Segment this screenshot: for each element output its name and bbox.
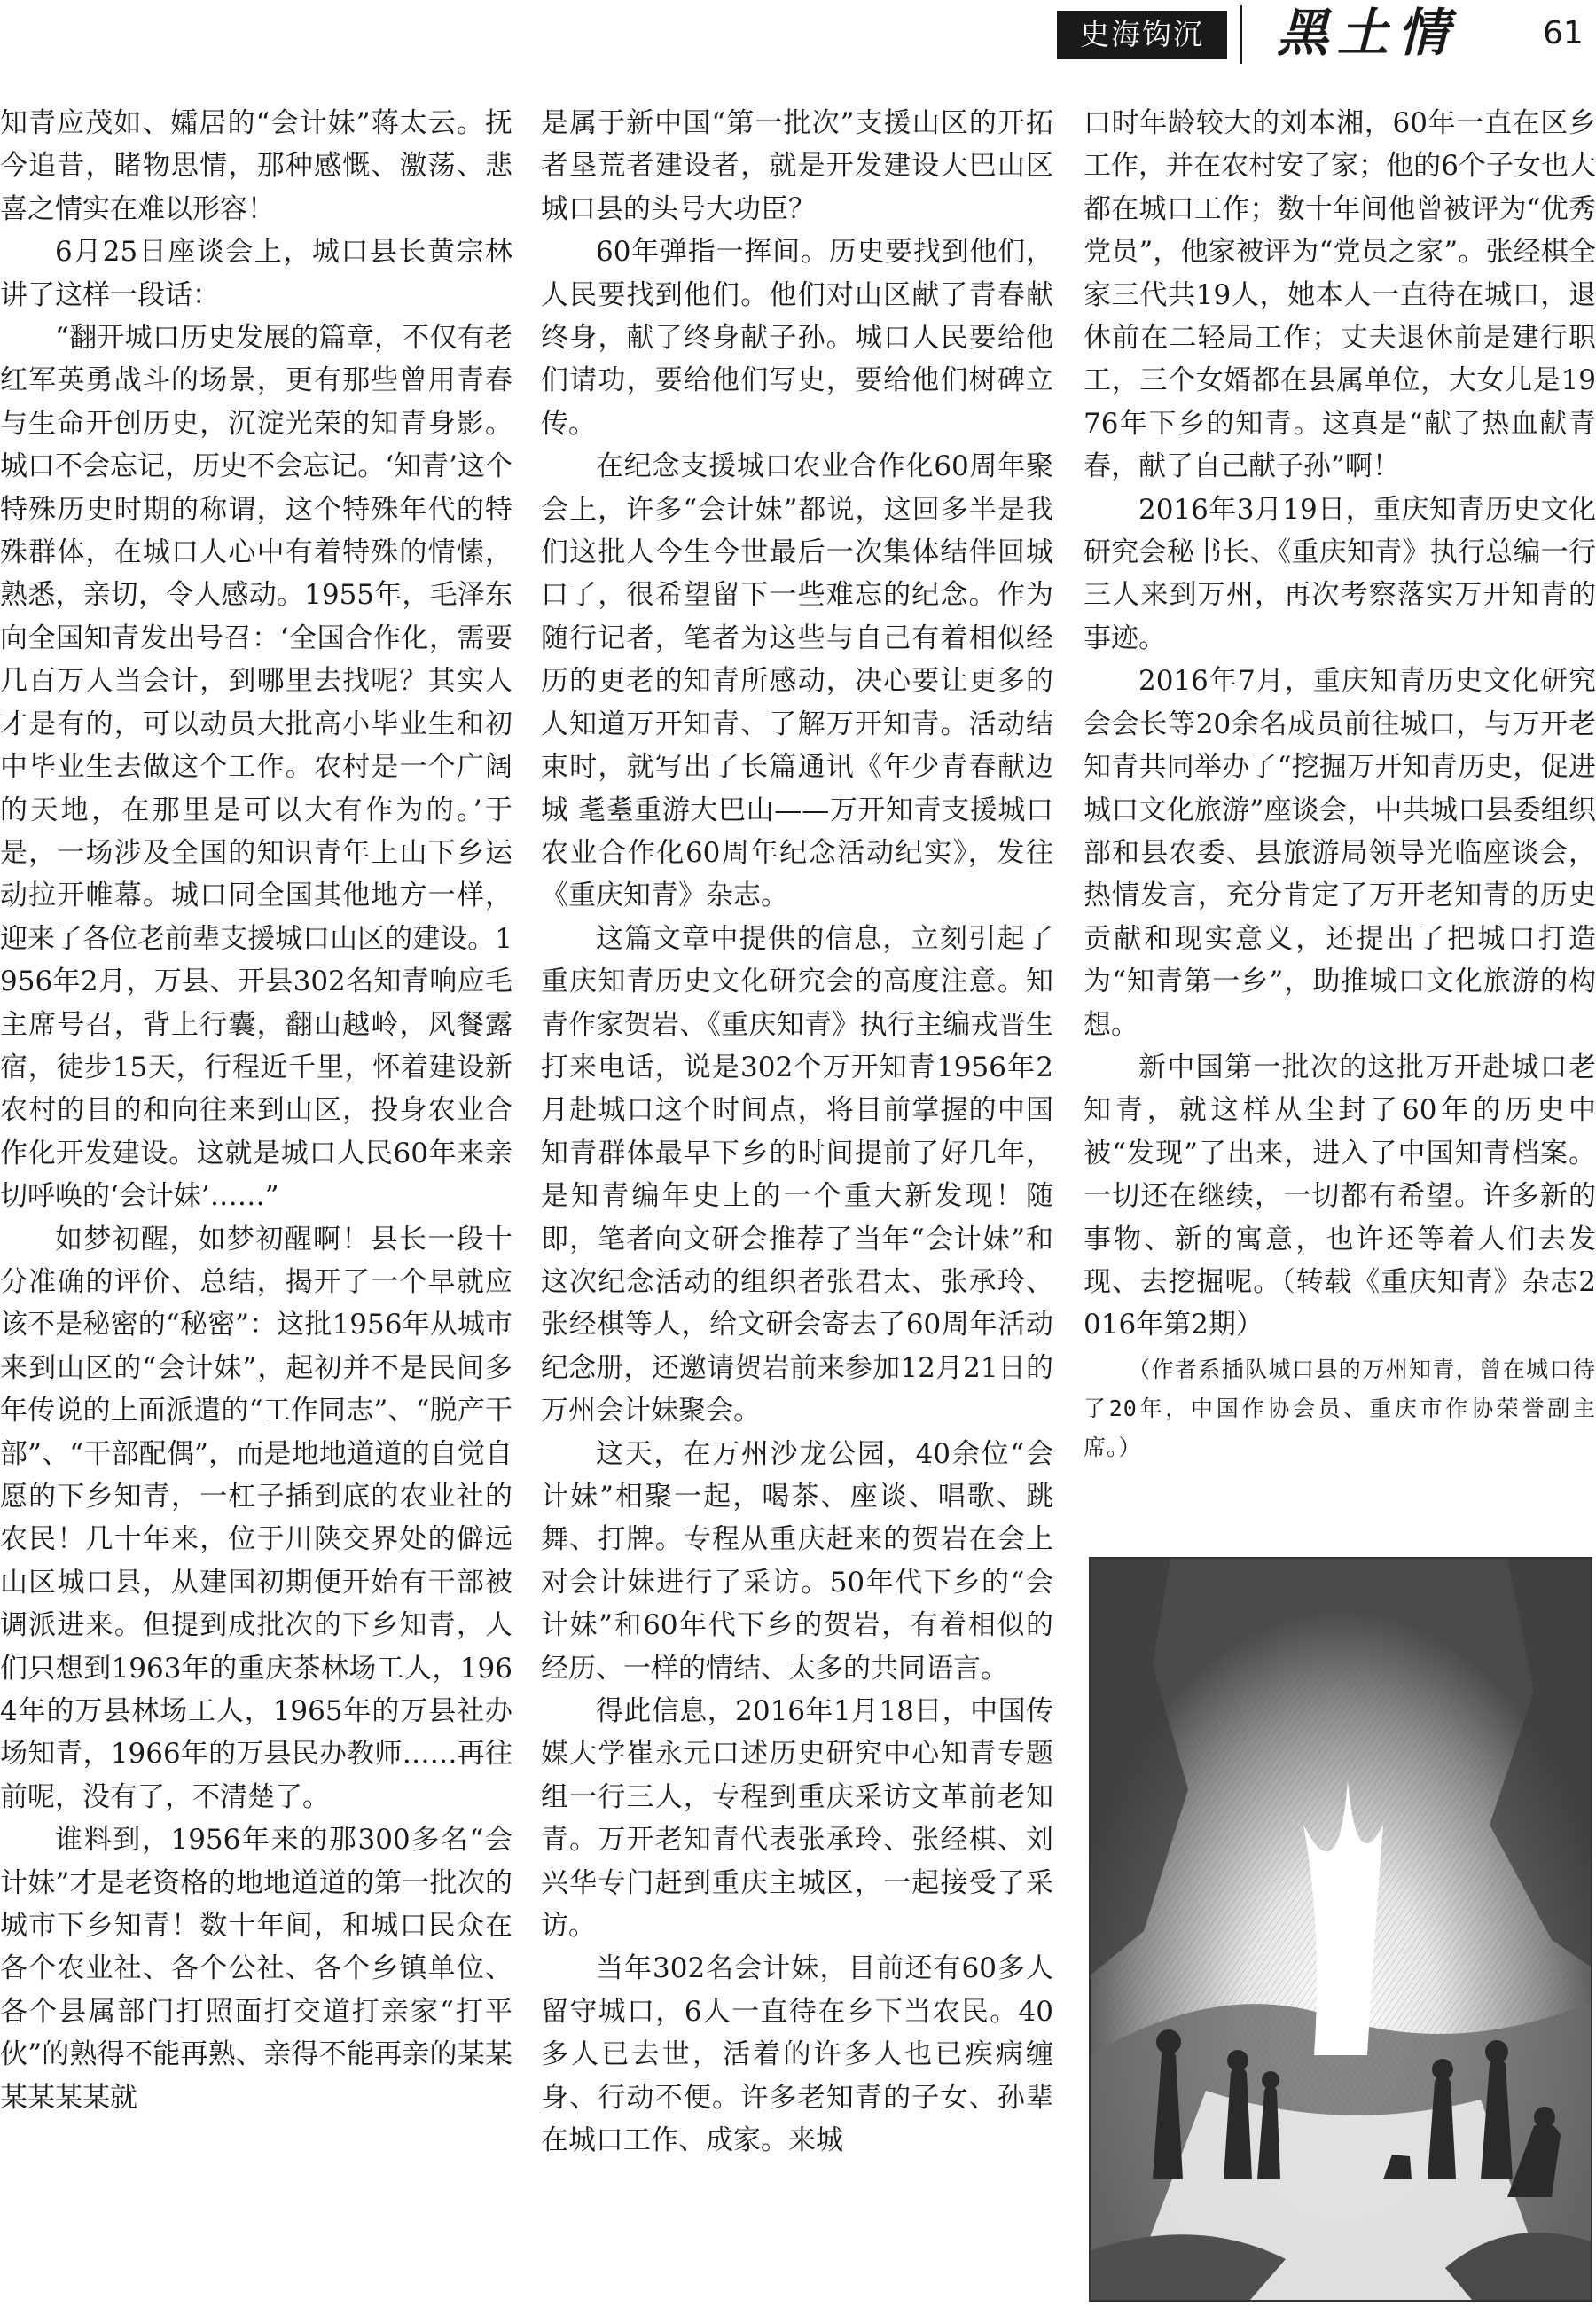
woodcut-illustration bbox=[1089, 1557, 1592, 2302]
paragraph: 新中国第一批次的这批万开赴城口老知青，就这样从尘封了60年的历史中被“发现”了出来，进入了中国知青档案。一切还在继续，一切都有希望。许多新的事物、新的寓意，也许还等着人们去发现、去挖掘呢。（转载《重庆知青》杂志2016年第2期） bbox=[1084, 1051, 1596, 1341]
paragraph: 60年弹指一挥间。历史要找到他们，人民要找到他们。他们对山区献了青春献终身，献了终身献子孙。城口人民要给他们请功，要给他们写史，要给他们树碑立传。 bbox=[541, 236, 1053, 440]
paragraph: 谁料到，1956年来的那300多名“会计妹”才是老资格的地地道道的第一批次的城市下乡知青！数十年间，和城口民众在各个农业社、各个公社、各个乡镇单位、各个县属部门打照面打交道打亲家“打平伙”的熟得不能再熟、亲得不能再亲的某某某某某某就 bbox=[0, 1824, 512, 2114]
paragraph: 6月25日座谈会上，城口县长黄宗林讲了这样一段话： bbox=[0, 236, 512, 311]
paragraph: 当年302名会计妹，目前还有60多人留守城口，6人一直待在乡下当农民。40多人已去世，活着的许多人也已疾病缠身、行动不便。许多老知青的子女、孙辈在城口工作、成家。来城 bbox=[541, 1952, 1053, 2157]
paragraph: 得此信息，2016年1月18日，中国传媒大学崔永元口述历史研究中心知青专题组一行三人，专程到重庆采访文革前老知青。万开老知青代表张承玲、张经棋、刘兴华专门赶到重庆主城区，一起接受了采访。 bbox=[541, 1695, 1053, 1943]
section-label: 史海钩沉 bbox=[1057, 11, 1227, 59]
paragraph: 这篇文章中提供的信息，立刻引起了重庆知青历史文化研究会的高度注意。知青作家贺岩、《重庆知青》执行主编戎晋生打来电话，说是302个万开知青1956年2月赴城口这个时间点，将目前掌握的中国知青群体最早下乡的时间提前了好几年，是知青编年史上的一个重大新发现！随即，笔者向文研会推荐了当年“会计妹”和这次纪念活动的组织者张君太、张承玲、张经棋等人，给文研会寄去了60周年活动纪念册，还邀请贺岩前来参加12月21日的万州会计妹聚会。 bbox=[541, 922, 1053, 1427]
paragraph: “翻开城口历史发展的篇章，不仅有老红军英勇战斗的场景，更有那些曾用青春与生命开创历史，沉淀光荣的知青身影。城口不会忘记，历史不会忘记。‘知青’这个特殊历史时期的称谓，这个特殊年代的特殊群体，在城口人心中有着特殊的情愫，熟悉，亲切，令人感动。1955年，毛泽东向全国知青发出号召：‘全国合作化，需要几百万人当会计，到哪里去找呢？其实人才是有的，可以动员大批高小毕业生和初中毕业生去做这个工作。农村是一个广阔的天地，在那里是可以大有作为的。’于是，一场涉及全国的知识青年上山下乡运动拉开帷幕。城口同全国其他地方一样，迎来了各位老前辈支援城口山区的建设。1956年2月，万县、开县302名知青响应毛主席号召，背上行囊，翻山越岭，风餐露宿，徒步15天，行程近千里，怀着建设新农村的目的和向往来到山区，投身农业合作化开发建设。这就是城口人民60年来亲切呼唤的‘会计妹’……” bbox=[0, 322, 512, 1213]
magazine-masthead: 黑土情 bbox=[1277, 3, 1459, 63]
article-column-1 bbox=[0, 102, 512, 2119]
page-number: 61 bbox=[1543, 15, 1584, 51]
paragraph: 如梦初醒，如梦初醒啊！县长一段十分准确的评价、总结，揭开了一个早就应该不是秘密的“秘密”：这批1956年从城市来到山区的“会计妹”，起初并不是民间多年传说的上面派遣的“工作同志”、“脱产干部”、“干部配偶”，而是地地道道的自觉自愿的下乡知青，一杠子插到底的农业社的农民！几十年来，位于川陕交界处的僻远山区城口县，从建国初期便开始有干部被调派进来。但提到成批次的下乡知青，人们只想到1963年的重庆茶林场工人，1964年的万县林场工人，1965年的万县社办场知青，1966年的万县民办教师……再往前呢，没有了，不清楚了。 bbox=[0, 1223, 512, 1813]
paragraph: 口时年龄较大的刘本湘，60年一直在区乡工作，并在农村安了家；他的6个子女也大都在城口工作；数十年间他曾被评为“优秀党员”，他家被评为“党员之家”。张经棋全家三代共19人，她本人一直待在城口，退休前在二轻局工作；丈夫退休前是建行职工，三个女婿都在县属单位，大女儿是1976年下乡的知青。这真是“献了热血献青春，献了自己献子孙”啊！ bbox=[1084, 107, 1596, 483]
header-divider bbox=[1240, 5, 1242, 64]
page-header bbox=[0, 0, 1596, 80]
author-note: （作者系插队城口县的万州知青，曾在城口待了20年，中国作协会员、重庆市作协荣誉副主席。） bbox=[1084, 1356, 1596, 1460]
paragraph: 这天，在万州沙龙公园，40余位“会计妹”相聚一起，喝茶、座谈、唱歌、跳舞、打牌。专程从重庆赶来的贺岩在会上对会计妹进行了采访。50年代下乡的“会计妹”和60年代下乡的贺岩，有着相似的经历、一样的情结、太多的共同语言。 bbox=[541, 1437, 1053, 1685]
paragraph: 知青应茂如、孀居的“会计妹”蒋太云。抚今追昔，睹物思情，那种感慨、激荡、悲喜之情实在难以形容！ bbox=[0, 107, 512, 225]
paragraph: 在纪念支援城口农业合作化60周年聚会上，许多“会计妹”都说，这回多半是我们这批人今生今世最后一次集体结伴回城口了，很希望留下一些难忘的纪念。作为随行记者，笔者为这些与自己有着相似经历的更老的知青所感动，决心要让更多的人知道万开知青、了解万开知青。活动结束时，就写出了长篇通讯《年少青春献边城 耄耋重游大巴山——万开知青支援城口农业合作化60周年纪念活动纪实》，发往《重庆知青》杂志。 bbox=[541, 450, 1053, 912]
article-column-3 bbox=[1084, 102, 1596, 1467]
paragraph: 2016年7月，重庆知青历史文化研究会会长等20余名成员前往城口，与万开老知青共同举办了“挖掘万开知青历史，促进城口文化旅游”座谈会，中共城口县委组织部和县农委、县旅游局领导光临座谈会，热情发言，充分肯定了万开老知青的历史贡献和现实意义，还提出了把城口打造为“知青第一乡”，助推城口文化旅游的构想。 bbox=[1084, 665, 1596, 1041]
paragraph: 2016年3月19日，重庆知青历史文化研究会秘书长、《重庆知青》执行总编一行三人来到万州，再次考察落实万开知青的事迹。 bbox=[1084, 493, 1596, 654]
bonfire-engraving-image bbox=[1091, 1559, 1591, 2300]
article-column-2 bbox=[541, 102, 1053, 2162]
paragraph: 是属于新中国“第一批次”支援山区的开拓者垦荒者建设者，就是开发建设大巴山区城口县的头号大功臣？ bbox=[541, 107, 1053, 225]
